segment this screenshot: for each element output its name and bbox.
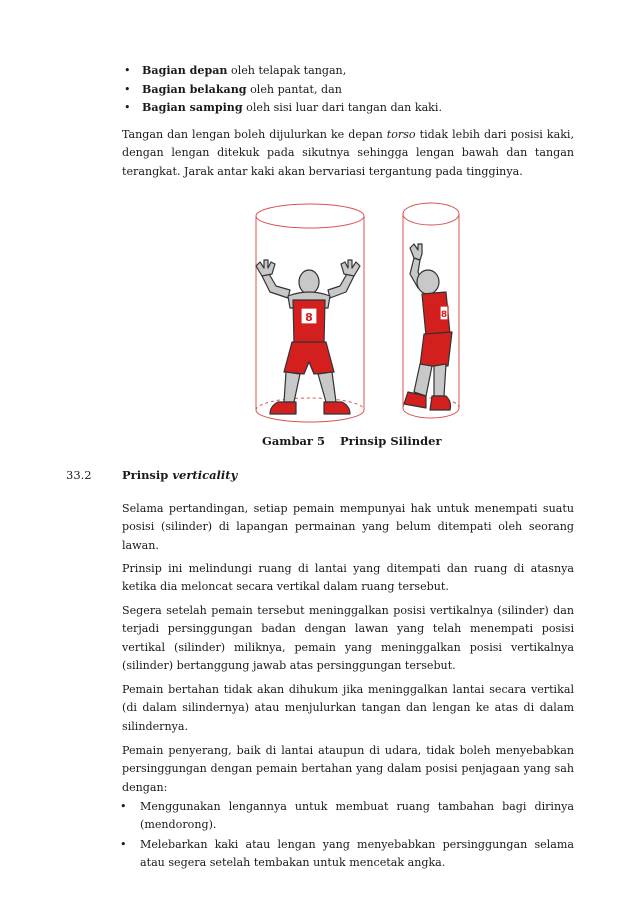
section-title-italic: verticality	[172, 468, 238, 482]
paragraph: Pemain bertahan tidak akan dihukum jika meninggalkan lantai secara vertikal (di dalam silindernya) atau menjulurkan tangan dan lengan ke atas di dalam silindernya.	[122, 683, 574, 733]
bullet-back	[122, 81, 574, 99]
bullet-spread	[122, 836, 574, 873]
bullet-text: oleh pantat, dan	[246, 83, 342, 96]
bullet-bold-text: Bagian belakang	[142, 83, 247, 96]
bullet-dot: •	[120, 800, 127, 813]
bullet-side	[122, 99, 574, 117]
front-player	[256, 260, 360, 414]
bullet-dot: •	[120, 838, 127, 851]
bullet-bold-text: Bagian depan	[142, 64, 228, 77]
bullet-text: oleh telapak tangan,	[227, 64, 347, 77]
paragraph: Prinsip ini melindungi ruang di lantai yang ditempati dan ruang di atasnya ketika dia meloncat secara vertikal dalam ruang tersebut.	[122, 562, 574, 594]
bullet-dot: •	[124, 83, 131, 96]
bullet-front	[122, 62, 574, 80]
section-number: 33.2	[66, 468, 92, 482]
paragraph: Segera setelah pemain tersebut meninggalkan posisi vertikalnya (silinder) dan terjadi persinggungan badan dengan lawan yang telah menempati posisi vertikal (silinder) miliknya, pemain yang meninggalkan posisi vertikalnya (silinder) bertanggung jawab atas persinggungan tersebut.	[122, 604, 574, 673]
figure-label: Gambar 5	[262, 434, 325, 448]
bullet-text: oleh sisi luar dari tangan dan kaki.	[242, 101, 442, 114]
bullet-text: Melebarkan kaki atau lengan yang menyebabkan persinggungan selama atau segera setelah tembakan untuk mencetak angka.	[140, 838, 574, 870]
bullet-text: Menggunakan lengannya untuk membuat ruang tambahan bagi dirinya (mendorong).	[140, 800, 574, 832]
bullet-dot: •	[124, 64, 131, 77]
paragraph: Selama pertandingan, setiap pemain mempunyai hak untuk menempati suatu posisi (silinder) di lapangan permainan yang belum ditempati oleh seorang lawan.	[122, 502, 574, 552]
side-player	[404, 244, 452, 410]
intro-paragraph: Tangan dan lengan boleh dijulurkan ke depan torso tidak lebih dari posisi kaki, dengan lengan ditekuk pada sikutnya sehingga lengan bawah dan tangan terangkat. Jarak antar kaki akan bervariasi tergantung pada tingginya.	[122, 128, 574, 178]
paragraph: Pemain penyerang, baik di lantai ataupun di udara, tidak boleh menyebabkan persinggungan dengan pemain bertahan yang dalam posisi penjagaan yang sah dengan:	[122, 744, 574, 794]
bullet-bold-text: Bagian samping	[142, 101, 243, 114]
bullet-push	[122, 798, 574, 835]
figure-title: Prinsip Silinder	[340, 434, 442, 448]
bullet-dot: •	[124, 101, 131, 114]
section-title: Prinsip verticality	[122, 468, 238, 482]
italic-term: torso	[386, 128, 416, 141]
cylinder-figure	[0, 196, 638, 436]
side-jersey-number: 8	[440, 310, 448, 320]
front-jersey-number: 8	[305, 311, 313, 324]
